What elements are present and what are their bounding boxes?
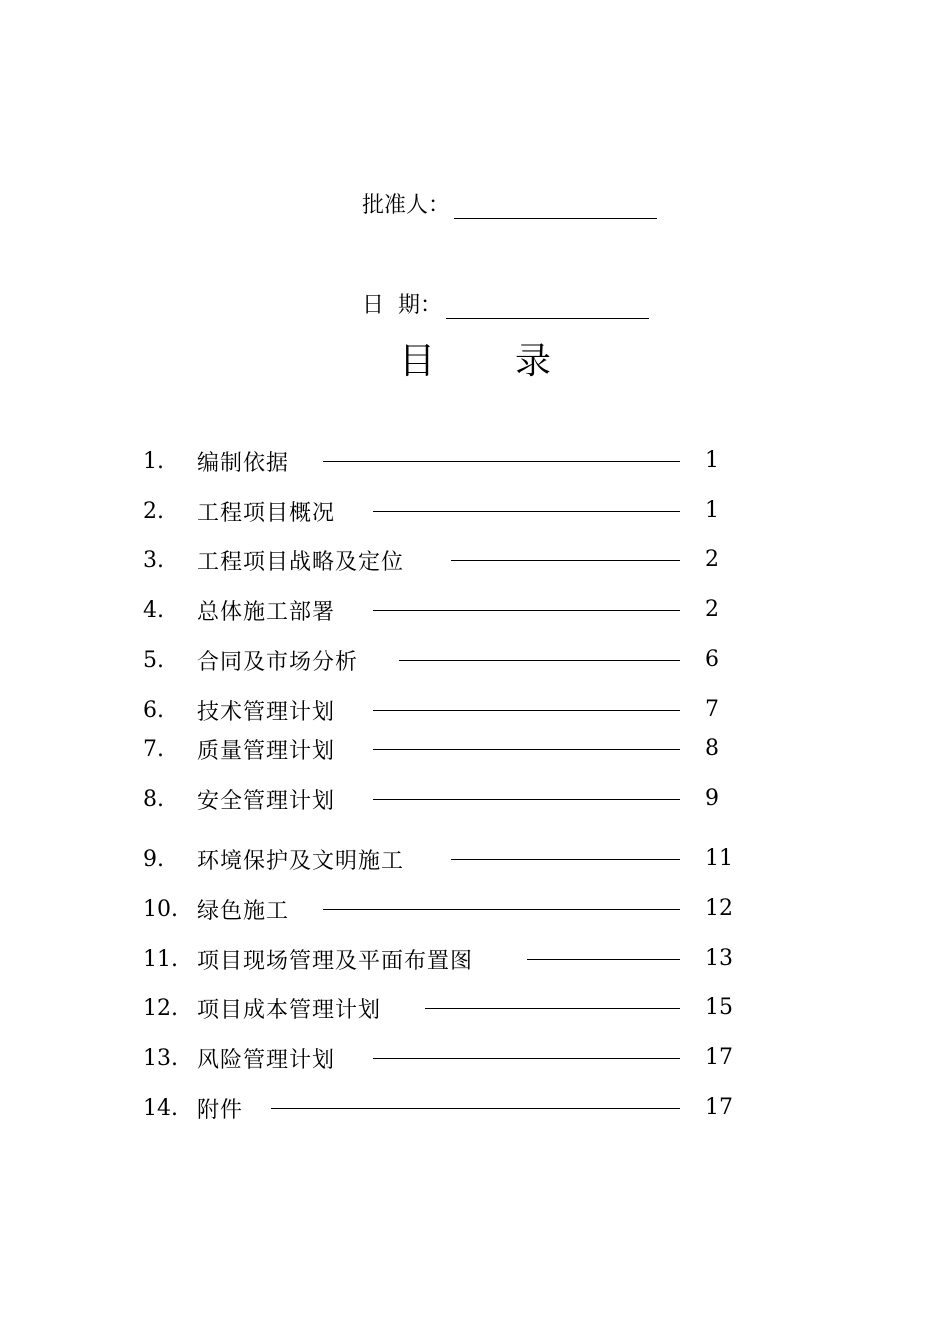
toc-entry-title: 合同及市场分析 — [197, 649, 359, 675]
toc-entry-number: 8. — [143, 786, 164, 812]
toc-leader-line — [451, 859, 680, 860]
toc-leader-line — [373, 1058, 680, 1059]
toc-entry-page: 15 — [705, 995, 733, 1020]
toc-entry-number: 10. — [143, 896, 178, 922]
toc-leader-line — [323, 461, 680, 462]
approver-signature-line — [454, 196, 657, 219]
toc-entry-page: 7 — [705, 697, 719, 722]
toc-entry-title: 工程项目战略及定位 — [197, 549, 405, 575]
toc-entry-number: 6. — [143, 697, 164, 723]
toc-entry-number: 11. — [143, 946, 178, 972]
toc-entry-page: 2 — [705, 597, 719, 622]
toc-entry-title: 技术管理计划 — [197, 699, 336, 725]
toc-entry-title: 总体施工部署 — [197, 599, 336, 625]
toc-entry-number: 2. — [143, 498, 164, 524]
toc-entry-number: 9. — [143, 846, 164, 872]
toc-entry — [143, 784, 680, 814]
toc-entry-page: 8 — [705, 736, 719, 761]
toc-leader-line — [451, 560, 680, 561]
toc-leader-line — [373, 749, 680, 750]
toc-entry-number: 4. — [143, 597, 164, 623]
toc-leader-line — [323, 909, 680, 910]
toc-leader-line — [271, 1108, 680, 1109]
toc-entry — [143, 645, 680, 675]
toc-entry-page: 11 — [705, 846, 733, 871]
toc-entry-number: 7. — [143, 736, 164, 762]
toc-title-char-2: 录 — [515, 341, 552, 382]
date-row — [362, 288, 649, 319]
toc-entry — [143, 446, 680, 476]
toc-title-char-1: 目 — [398, 341, 435, 382]
date-signature-line — [446, 296, 649, 319]
toc-entry-title: 编制依据 — [197, 450, 290, 476]
toc-entry-title: 环境保护及文明施工 — [197, 848, 405, 874]
toc-entry-title: 项目成本管理计划 — [197, 997, 382, 1023]
toc-entry — [143, 993, 680, 1023]
toc-entry-title: 风险管理计划 — [197, 1047, 336, 1073]
toc-entry-number: 12. — [143, 995, 178, 1021]
toc-leader-line — [373, 799, 680, 800]
toc-entry-page: 13 — [705, 946, 733, 971]
toc-entry-number: 14. — [143, 1095, 178, 1121]
toc-leader-line — [373, 710, 680, 711]
toc-entry-number: 1. — [143, 448, 164, 474]
toc-leader-line — [399, 660, 680, 661]
toc-entry — [143, 545, 680, 575]
toc-entry-number: 13. — [143, 1045, 178, 1071]
date-label: 日 期： — [362, 293, 442, 318]
toc-entry-title: 附件 — [197, 1097, 244, 1123]
toc-entry-title: 工程项目概况 — [197, 500, 336, 526]
toc-entry — [143, 1043, 680, 1073]
toc-leader-line — [373, 511, 680, 512]
toc-entry — [143, 944, 680, 974]
toc-entry-page: 17 — [705, 1045, 733, 1070]
toc-entry-number: 3. — [143, 547, 164, 573]
toc-entry-page: 6 — [705, 647, 719, 672]
toc-entry-page: 1 — [705, 498, 719, 523]
toc-entry — [143, 1093, 680, 1123]
toc-leader-line — [425, 1008, 680, 1009]
toc-entry-title: 项目现场管理及平面布置图 — [197, 948, 474, 974]
toc-entry-page: 9 — [705, 786, 719, 811]
toc-entry — [143, 734, 680, 764]
toc-entry-page: 12 — [705, 896, 733, 921]
toc-entry — [143, 695, 680, 725]
approver-row — [362, 188, 657, 219]
toc-entry-title: 质量管理计划 — [197, 738, 336, 764]
toc-entry-page: 17 — [705, 1095, 733, 1120]
toc-leader-line — [373, 610, 680, 611]
toc-entry-title: 绿色施工 — [197, 898, 290, 924]
toc-entry-page: 1 — [705, 448, 719, 473]
toc-entry-title: 安全管理计划 — [197, 788, 336, 814]
toc-entry — [143, 844, 680, 874]
toc-leader-line — [527, 959, 680, 960]
approver-label: 批准人： — [362, 193, 451, 218]
toc-entry-page: 2 — [705, 547, 719, 572]
toc-title — [0, 333, 950, 384]
toc-entry-number: 5. — [143, 647, 164, 673]
toc-entry — [143, 894, 680, 924]
toc-entry — [143, 496, 680, 526]
toc-entry — [143, 595, 680, 625]
